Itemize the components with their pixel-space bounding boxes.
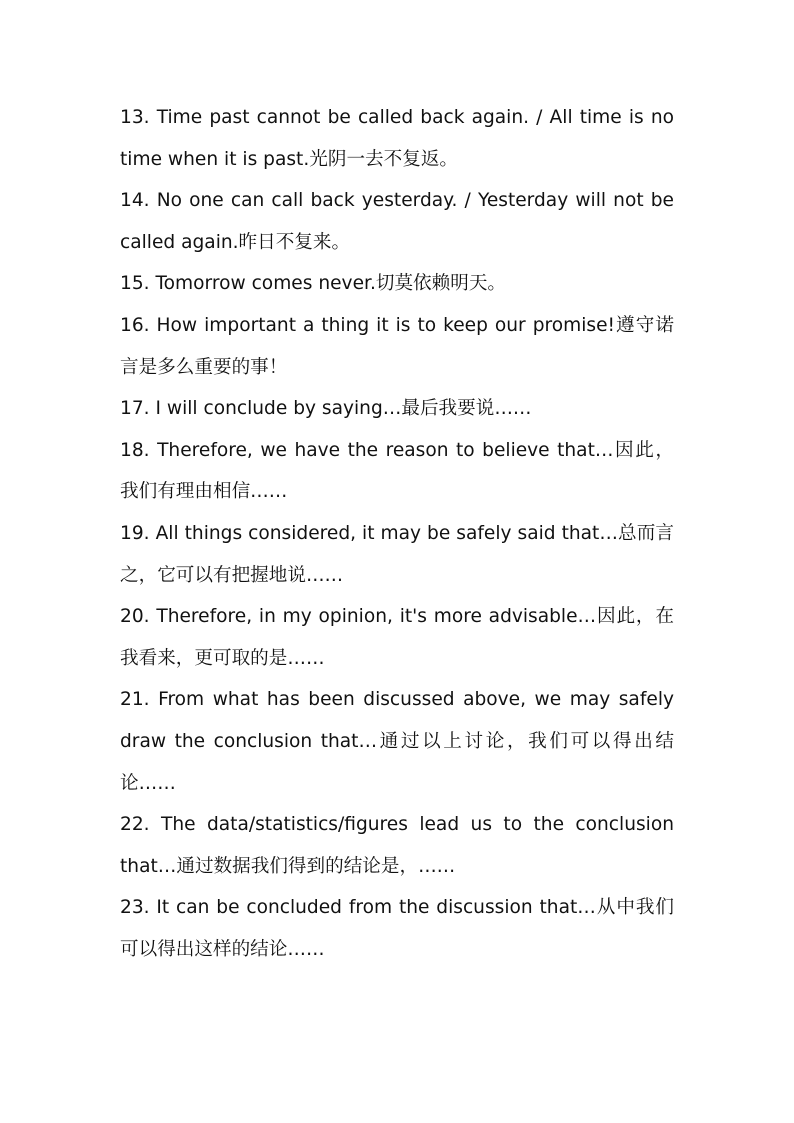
phrase-entry-16: 16. How important a thing it is to keep our promise!遵守诺言是多么重要的事！ xyxy=(120,314,674,378)
phrase-entry-23: 23. It can be concluded from the discussion that…从中我们可以得出这样的结论…… xyxy=(120,897,674,960)
phrase-entry-18: 18. Therefore, we have the reason to believe that…因此，我们有理由相信…… xyxy=(120,439,674,503)
phrase-entry-22: 22. The data/statistics/figures lead us to the conclusion that…通过数据我们得到的结论是，…… xyxy=(120,814,674,877)
phrase-list xyxy=(120,97,674,970)
phrase-entry-13: 13. Time past cannot be called back again. / All time is no time when it is past.光阴一去不复返。 xyxy=(120,107,674,170)
phrase-entry-20: 20. Therefore, in my opinion, it's more advisable…因此，在我看来，更可取的是…… xyxy=(120,606,674,669)
phrase-entry-21: 21. From what has been discussed above, we may safely draw the conclusion that…通过以上讨论，我们可以得出结论…… xyxy=(120,689,674,794)
phrase-entry-17: 17. I will conclude by saying…最后我要说…… xyxy=(120,398,532,420)
phrase-entry-14: 14. No one can call back yesterday. / Yesterday will not be called again.昨日不复来。 xyxy=(120,190,674,253)
phrase-entry-15: 15. Tomorrow comes never.切莫依赖明天。 xyxy=(120,273,507,295)
phrase-entry-19: 19. All things considered, it may be safely said that…总而言之，它可以有把握地说…… xyxy=(120,522,674,586)
